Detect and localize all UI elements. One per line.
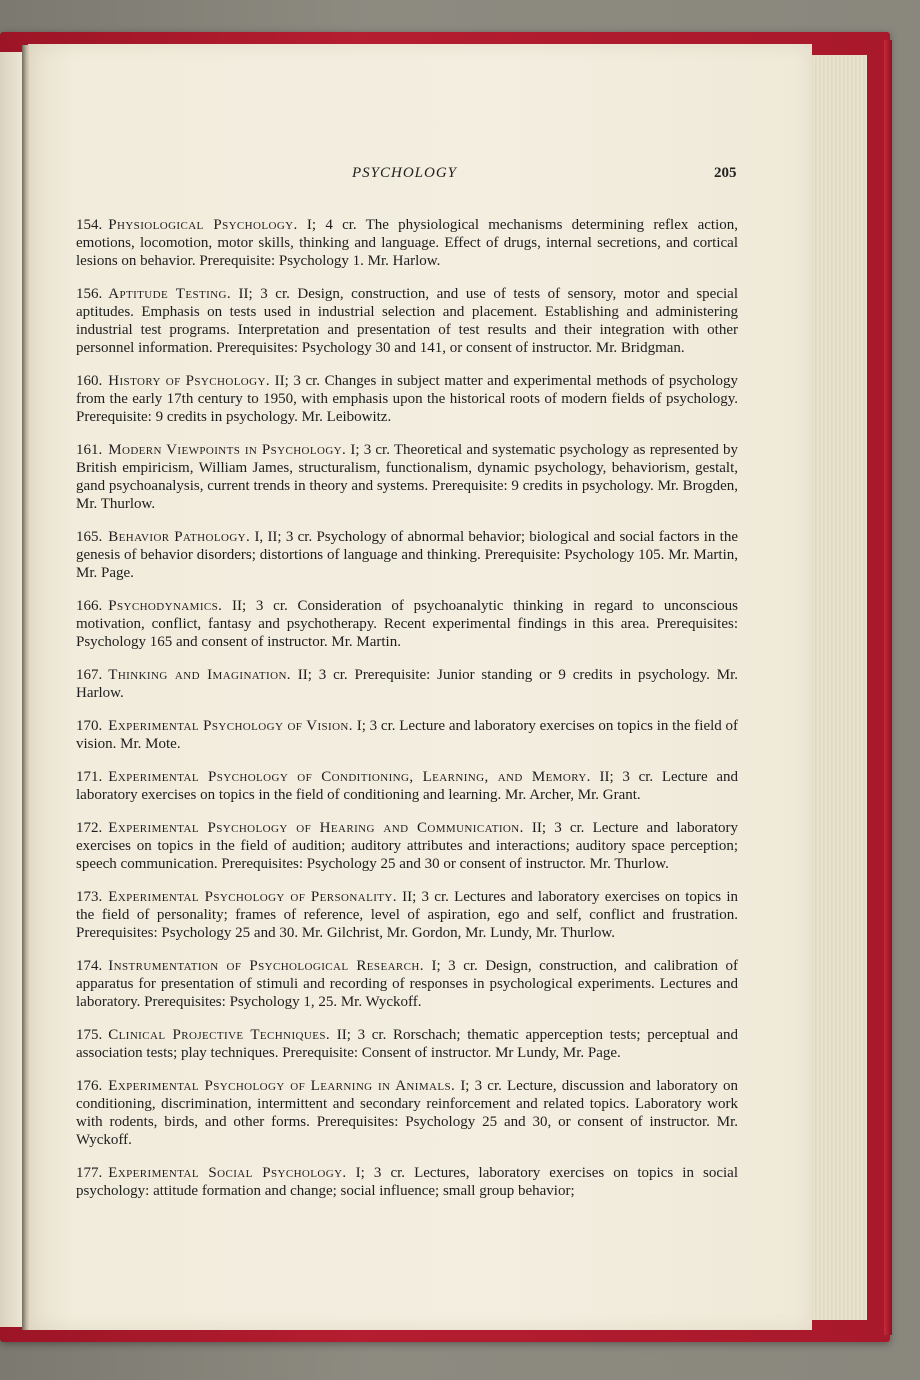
course-title: Physiological Psychology. [108, 217, 298, 233]
course-title: Experimental Psychology of Vision. [108, 718, 353, 734]
course-entry [76, 1164, 738, 1200]
course-number: 172. [76, 820, 103, 836]
course-description: I; 3 cr. Lectures, laboratory exercises on topics in social psychology: attitude formation and change; social influence; small group behavior; [76, 1165, 739, 1199]
course-description: I; 3 cr. Lecture, discussion and laboratory on conditioning, discrimination, intermittent and secondary reinforcement and related topics. Laboratory work with rodents, birds, and other forms. Prerequisites: Psychology 25 and 30, or consent of instructor. Mr. Wyckoff. [76, 1078, 738, 1148]
course-description: II; 3 cr. Lecture and laboratory exercises on topics in the field of conditioning and learning. Mr. Archer, Mr. Grant. [76, 769, 738, 803]
course-entry [76, 888, 738, 942]
course-number: 156. [76, 286, 103, 302]
course-entry [76, 285, 738, 357]
book-gutter [22, 45, 30, 1330]
course-title: Modern Viewpoints in Psychology. [108, 442, 347, 458]
course-title: Psychodynamics. [108, 598, 223, 614]
course-description: I; 3 cr. Lecture and laboratory exercises on topics in the field of vision. Mr. Mote. [76, 718, 739, 752]
course-description: II; 3 cr. Prerequisite: Junior standing or 9 credits in psychology. Mr. Harlow. [76, 667, 739, 701]
course-title: Experimental Psychology of Personality. [108, 889, 397, 905]
course-description: I; 4 cr. The physiological mechanisms determining reflex action, emotions, locomotion, motor skills, thinking and language. Effect of drugs, internal secretions, and cortical lesions on behavior. Prerequisite: Psychology 1. Mr. Harlow. [76, 217, 738, 269]
course-number: 177. [76, 1165, 103, 1181]
course-description: I; 3 cr. Design, construction, and calibration of apparatus for presentation of stimuli and recording of responses in psychological experiments. Lectures and laboratory. Prerequisites: Psychology 1, 25. Mr. Wyckoff. [76, 958, 739, 1010]
course-title: Experimental Psychology of Learning in Animals. [108, 1078, 456, 1094]
course-title: Clinical Projective Techniques. [108, 1027, 331, 1043]
course-entry [76, 216, 738, 270]
course-entry [76, 597, 738, 651]
facing-page-edge [0, 52, 22, 1327]
course-description: II; 3 cr. Lecture and laboratory exercises on topics in the field of audition; auditory attributes and interactions; auditory space perception; speech communication. Prerequisites: Psychology 25 and 30 or consent of instructor. Mr. Thurlow. [76, 820, 738, 872]
course-entry [76, 441, 738, 513]
course-title: Instrumentation of Psychological Research. [108, 958, 424, 974]
course-number: 176. [76, 1078, 103, 1094]
course-entry [76, 768, 738, 804]
course-entry [76, 819, 738, 873]
course-description: II; 3 cr. Lectures and laboratory exercises on topics in the field of personality; frames of reference, level of aspiration, ego and self, conflict and frustration. Prerequisites: Psychology 25 and 30. Mr. Gilchrist, Mr. Gordon, Mr. Lundy, Mr. Thurlow. [76, 889, 738, 941]
course-number: 170. [76, 718, 103, 734]
course-title: Experimental Psychology of Hearing and Communication. [108, 820, 524, 836]
course-title: Experimental Psychology of Conditioning, Learning, and Memory. [108, 769, 591, 785]
course-number: 161. [76, 442, 103, 458]
course-entry [76, 372, 738, 426]
course-entry [76, 717, 738, 753]
course-description: II; 3 cr. Changes in subject matter and experimental methods of psychology from the early 17th century to 1950, with emphasis upon the historical roots of modern fields of psychology. Prerequisite: 9 credits in psychology. Mr. Leibowitz. [76, 373, 739, 425]
course-title: Experimental Social Psychology. [108, 1165, 347, 1181]
course-entry [76, 666, 738, 702]
course-number: 167. [76, 667, 103, 683]
course-number: 173. [76, 889, 103, 905]
course-list [76, 216, 738, 1215]
course-number: 175. [76, 1027, 103, 1043]
running-title: PSYCHOLOGY [352, 165, 458, 181]
course-entry [76, 957, 738, 1011]
course-number: 166. [76, 598, 103, 614]
page-number: 205 [714, 165, 737, 181]
course-entry [76, 1026, 738, 1062]
course-description: I; 3 cr. Theoretical and systematic psychology as represented by British empiricism, William James, structuralism, functionalism, dynamic psychology, behaviorism, gestalt, gand psychoanalysis, current trends in theory and systems. Prerequisite: 9 credits in psychology. Mr. Brogden, Mr. Thurlow. [76, 442, 738, 512]
course-title: Aptitude Testing. [108, 286, 231, 302]
course-title: Behavior Pathology. [108, 529, 251, 545]
course-entry [76, 1077, 738, 1149]
running-head [0, 165, 920, 187]
page-stack-edge [805, 55, 867, 1320]
cover-edge [884, 40, 892, 1335]
course-description: II; 3 cr. Design, construction, and use of tests of sensory, motor and special aptitudes. Emphasis on tests used in industrial selection and placement. Establishing and administering industrial test programs. Interpretation and presentation of test results and their integration with other personnel information. Prerequisites: Psychology 30 and 141, or consent of instructor. Mr. Bridgman. [76, 286, 738, 356]
course-description: II; 3 cr. Consideration of psychoanalytic thinking in regard to unconscious motivation, conflict, fantasy and psychotherapy. Recent experimental findings in this area. Prerequisites: Psychology 165 and consent of instructor. Mr. Martin. [76, 598, 739, 650]
course-number: 160. [76, 373, 103, 389]
course-number: 154. [76, 217, 103, 233]
course-number: 171. [76, 769, 103, 785]
course-title: Thinking and Imagination. [108, 667, 291, 683]
course-description: II; 3 cr. Rorschach; thematic apperception tests; perceptual and association tests; play techniques. Prerequisite: Consent of instructor. Mr Lundy, Mr. Page. [76, 1027, 739, 1061]
course-description: I, II; 3 cr. Psychology of abnormal behavior; biological and social factors in the genesis of behavior disorders; distortions of language and thinking. Prerequisite: Psychology 105. Mr. Martin, Mr. Page. [76, 529, 739, 581]
course-number: 165. [76, 529, 103, 545]
course-title: History of Psychology. [108, 373, 270, 389]
course-number: 174. [76, 958, 103, 974]
course-entry [76, 528, 738, 582]
